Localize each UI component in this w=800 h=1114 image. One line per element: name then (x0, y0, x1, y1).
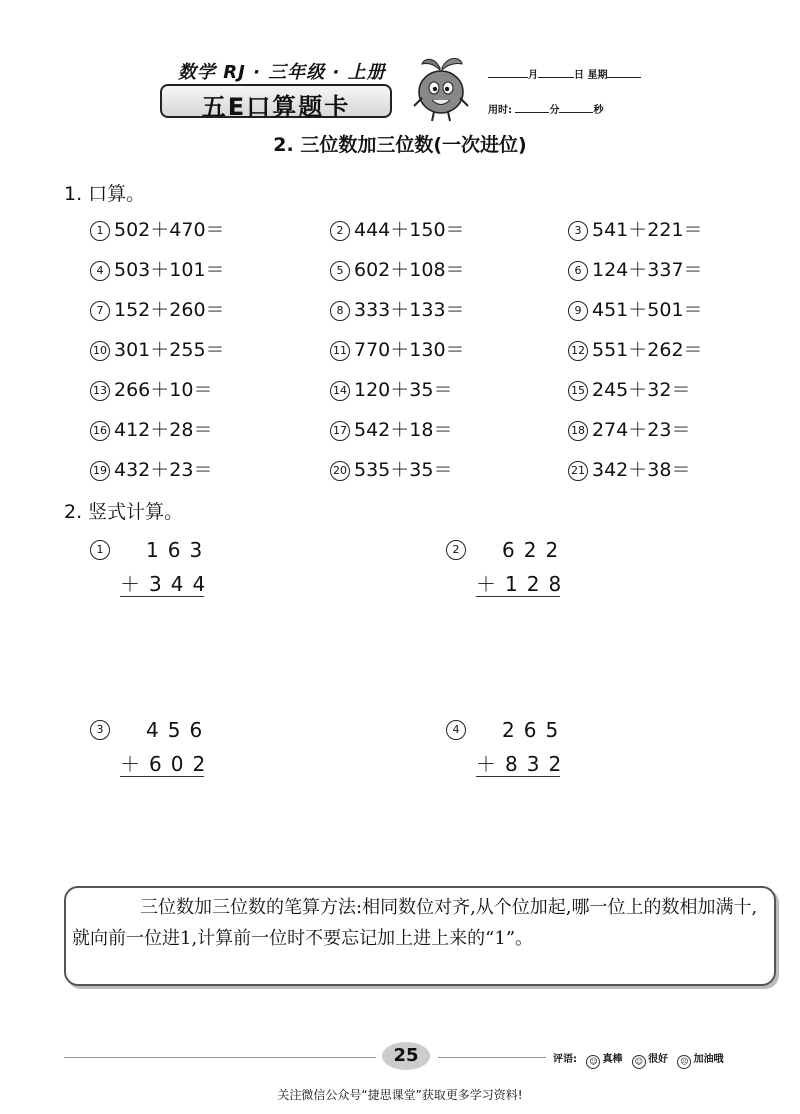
mental-problem (568, 415, 690, 442)
addend-top: 456 (146, 718, 212, 742)
month-label: 月 (528, 70, 538, 81)
section2-heading: 2. 竖式计算。 (64, 501, 184, 523)
mental-problem (568, 215, 703, 242)
problem-expression: 535＋35＝ (354, 459, 453, 481)
vertical-problem-number: 4 (446, 720, 466, 740)
tip-box (64, 886, 776, 986)
sum-line (476, 776, 560, 777)
problem-expression: 542＋18＝ (354, 419, 453, 441)
mental-problem (90, 455, 212, 482)
problem-number: 13 (90, 381, 110, 401)
mental-problem (90, 335, 225, 362)
rating-label: 评语: (553, 1054, 577, 1065)
problem-number: 5 (330, 261, 350, 281)
vertical-problem-number: 2 (446, 540, 466, 560)
subject-label: 数学 RJ · 三年级 · 上册 (178, 62, 386, 83)
time-line (488, 101, 603, 116)
problem-number: 18 (568, 421, 588, 441)
footnote: 关注微信公众号“捷思课堂”获取更多学习资料! (277, 1088, 523, 1102)
addend-bottom: ＋344 (120, 572, 215, 596)
day-blank[interactable] (538, 67, 574, 78)
problem-number: 16 (90, 421, 110, 441)
problem-expression: 551＋262＝ (592, 339, 703, 361)
problem-number: 1 (90, 221, 110, 241)
problem-number: 20 (330, 461, 350, 481)
problem-number: 21 (568, 461, 588, 481)
month-blank[interactable] (488, 67, 528, 78)
footer-rule-left (64, 1057, 376, 1058)
happy-face-icon[interactable]: ☺ (632, 1055, 646, 1069)
sum-line (120, 596, 204, 597)
time-label: 用时: (488, 105, 512, 116)
day-label: 日 (574, 70, 584, 81)
mascot-icon (410, 54, 472, 124)
problem-expression: 342＋38＝ (592, 459, 691, 481)
sum-line (120, 776, 204, 777)
problem-expression: 301＋255＝ (114, 339, 225, 361)
page-number: 25 (382, 1042, 430, 1070)
problem-number: 9 (568, 301, 588, 321)
sum-line (476, 596, 560, 597)
mental-problem (568, 455, 690, 482)
problem-expression: 266＋10＝ (114, 379, 213, 401)
problem-expression: 412＋28＝ (114, 419, 213, 441)
rating-option-1: 真棒 (602, 1054, 623, 1065)
mental-problem (330, 255, 465, 282)
mental-problem (90, 295, 225, 322)
problem-number: 6 (568, 261, 588, 281)
problem-number: 12 (568, 341, 588, 361)
title-banner (160, 84, 392, 121)
problem-expression: 274＋23＝ (592, 419, 691, 441)
problem-number: 15 (568, 381, 588, 401)
addend-bottom: ＋602 (120, 752, 215, 776)
mental-problem (330, 215, 465, 242)
seconds-blank[interactable] (559, 102, 593, 113)
addend-bottom: ＋128 (476, 572, 571, 596)
rating-option-3: 加油哦 (693, 1054, 724, 1065)
problem-expression: 502＋470＝ (114, 219, 225, 241)
card-title: 五E口算题卡 (201, 93, 351, 121)
footer-rule-right (438, 1057, 546, 1058)
problem-expression: 503＋101＝ (114, 259, 225, 281)
problem-number: 10 (90, 341, 110, 361)
problem-expression: 451＋501＝ (592, 299, 703, 321)
problem-number: 2 (330, 221, 350, 241)
vertical-problem-number: 3 (90, 720, 110, 740)
mental-problem (90, 215, 225, 242)
mental-problem (90, 415, 212, 442)
mental-problem (330, 335, 465, 362)
smile-face-icon[interactable]: ☺ (586, 1055, 600, 1069)
problem-number: 14 (330, 381, 350, 401)
vertical-problem-number: 1 (90, 540, 110, 560)
mental-problem (330, 295, 465, 322)
problem-number: 4 (90, 261, 110, 281)
lesson-title: 2. 三位数加三位数(一次进位) (273, 134, 527, 156)
mental-problem (330, 415, 452, 442)
rating-option-2: 很好 (647, 1054, 668, 1065)
problem-expression: 245＋32＝ (592, 379, 691, 401)
addend-bottom: ＋832 (476, 752, 571, 776)
problem-expression: 602＋108＝ (354, 259, 465, 281)
problem-number: 3 (568, 221, 588, 241)
minutes-blank[interactable] (515, 102, 549, 113)
neutral-face-icon[interactable]: ☹ (677, 1055, 691, 1069)
weekday-label: 星期 (587, 70, 608, 81)
mental-problem (568, 255, 703, 282)
section1-heading: 1. 口算。 (64, 183, 146, 205)
problem-expression: 120＋35＝ (354, 379, 453, 401)
addend-top: 163 (146, 538, 212, 562)
problem-number: 7 (90, 301, 110, 321)
problem-expression: 444＋150＝ (354, 219, 465, 241)
problem-expression: 124＋337＝ (592, 259, 703, 281)
addend-top: 265 (502, 718, 568, 742)
problem-number: 19 (90, 461, 110, 481)
problem-expression: 152＋260＝ (114, 299, 225, 321)
date-line (488, 66, 641, 81)
problem-number: 17 (330, 421, 350, 441)
minutes-label: 分 (549, 105, 560, 116)
mental-problem (568, 295, 703, 322)
mental-problem (568, 335, 703, 362)
mental-problem (330, 375, 452, 402)
problem-number: 8 (330, 301, 350, 321)
rating-area (553, 1050, 723, 1069)
addend-top: 622 (502, 538, 568, 562)
tip-text: 三位数加三位数的笔算方法:相同数位对齐,从个位加起,哪一位上的数相加满十,就向前一位进1,计算前一位时不要忘记加上进上来的“1”。 (72, 897, 758, 949)
problem-expression: 432＋23＝ (114, 459, 213, 481)
mental-problem (330, 455, 452, 482)
problem-expression: 541＋221＝ (592, 219, 703, 241)
seconds-label: 秒 (593, 105, 604, 116)
problem-expression: 770＋130＝ (354, 339, 465, 361)
mental-problem (568, 375, 690, 402)
problem-expression: 333＋133＝ (354, 299, 465, 321)
mental-problem (90, 255, 225, 282)
problem-number: 11 (330, 341, 350, 361)
mental-problem (90, 375, 212, 402)
weekday-blank[interactable] (607, 67, 641, 78)
